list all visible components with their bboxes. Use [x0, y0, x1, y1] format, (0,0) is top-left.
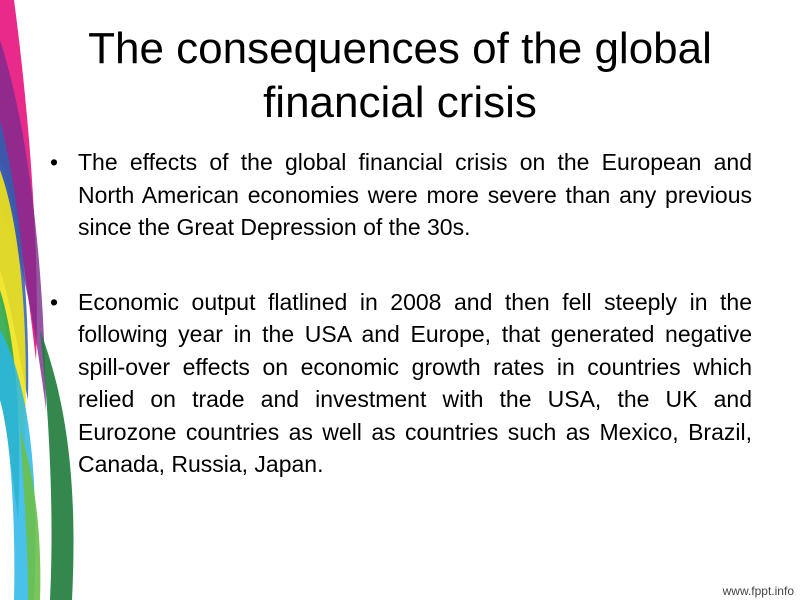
bullet-text: The effects of the global financial crisis on the European and North American economies were more severe than any previous since the Great Depression of the 30s. — [78, 149, 752, 240]
bullet-item — [50, 146, 752, 244]
slide-title: The consequences of the global financial crisis — [88, 24, 712, 127]
bullet-marker: • — [50, 288, 59, 315]
bullet-marker: • — [50, 149, 59, 175]
bullet-text: Economic output flatlined in 2008 and then fell steeply in the following year in the USA and Europe, that generated negative spill-over effects on economic growth rates in countries which relied on trade and investment with the USA, the UK and Eurozone countries as well as countries such as Mexico, Brazil, Canada, Russia, Japan. — [78, 288, 752, 477]
bullet-list — [50, 146, 752, 481]
bullet-item — [50, 286, 752, 481]
footer-watermark: www.fppt.info — [722, 584, 794, 598]
